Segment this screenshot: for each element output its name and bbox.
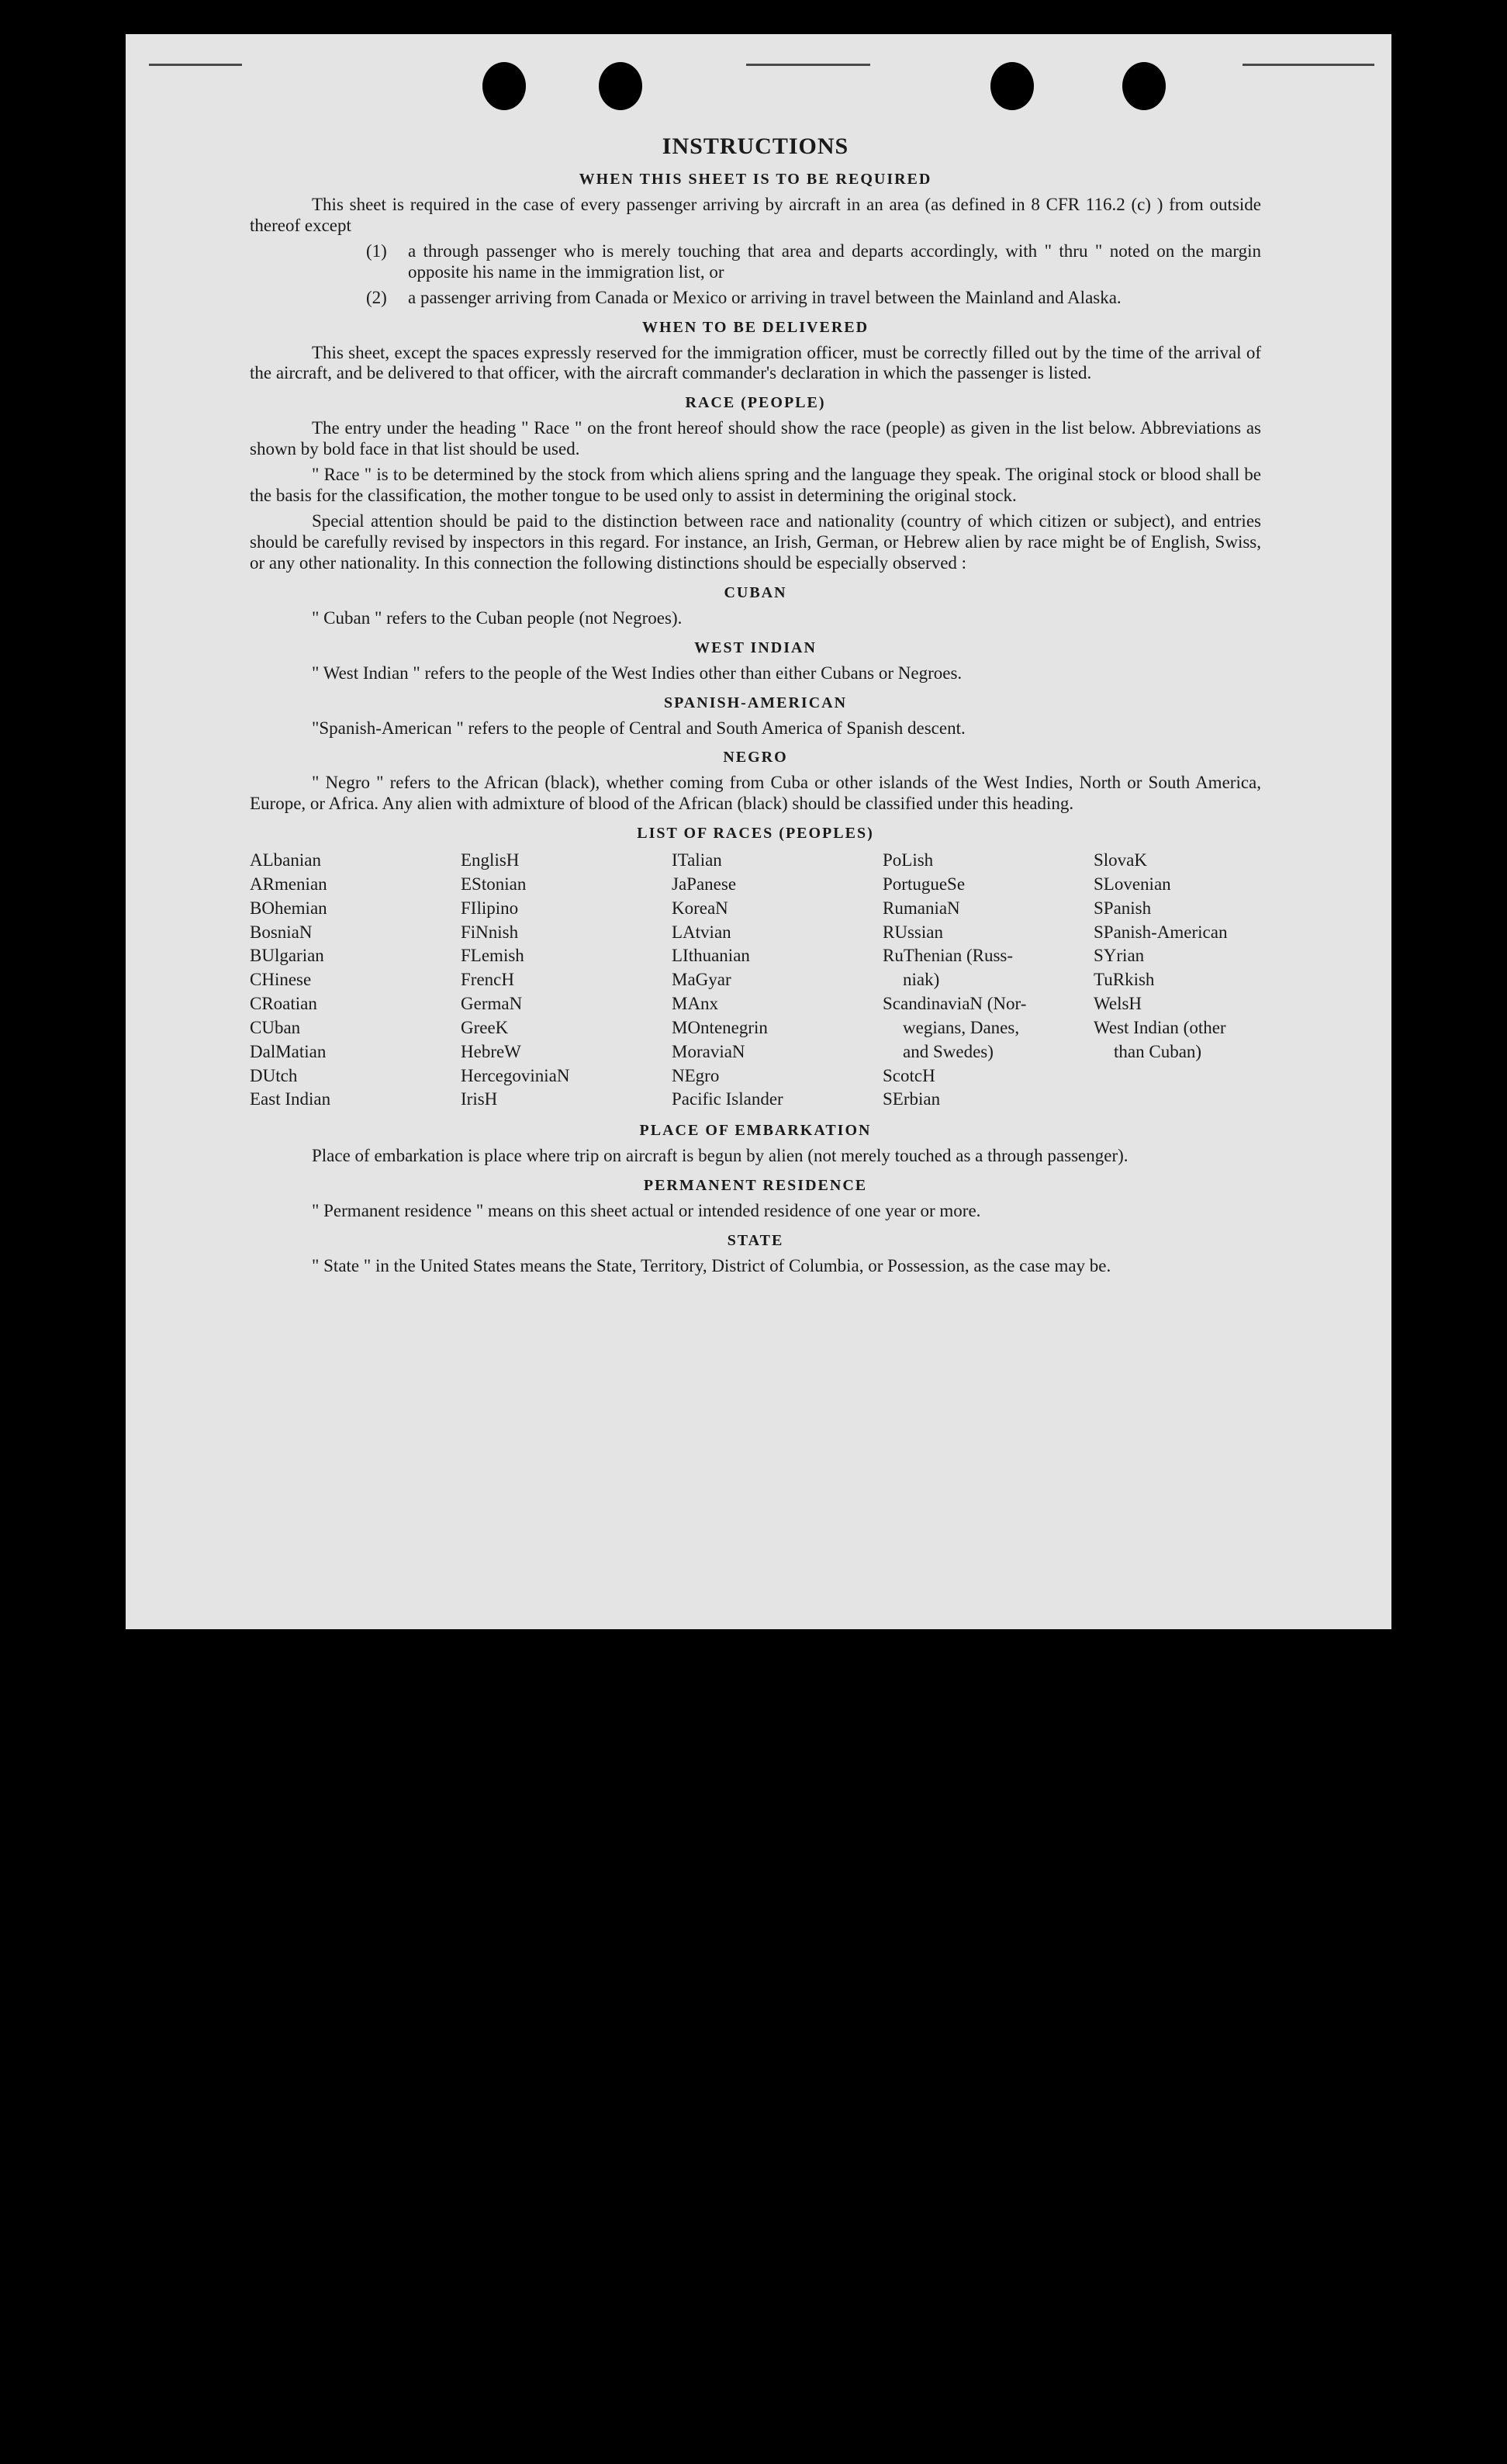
race-entry-continued: than Cuban) [1114, 1041, 1202, 1061]
race-entry: ARmenian [250, 874, 327, 895]
race-entry: EnglisH [461, 850, 520, 870]
section-heading: SPANISH-AMERICAN [663, 694, 848, 711]
exception-item [250, 241, 1261, 283]
races-column [1094, 849, 1261, 1112]
race-entry: East Indian [250, 1089, 331, 1109]
race-entry: PoLish [883, 850, 934, 870]
section-paragraph: " Negro " refers to the African (black), whether coming from Cuba or other islands of the West Indies, North or South America, Europe, or Africa. Any alien with admixture of blood of the African (black) should be classified under this heading. [250, 773, 1261, 814]
race-entry: HebreW [461, 1041, 521, 1061]
race-entry: KoreaN [672, 898, 728, 918]
race-entry: FiNnish [461, 922, 519, 942]
punch-hole-1 [482, 62, 526, 110]
races-list [250, 849, 1261, 1112]
punch-hole-4 [1122, 62, 1166, 110]
section-paragraph: " Race " is to be determined by the stock from which aliens spring and the language they speak. The original stock or blood shall be the basis for the classification, the mother tongue to be used only to assist in determining the original stock. [250, 465, 1261, 506]
document-sheet [126, 34, 1391, 1629]
race-entry: MaGyar [672, 970, 731, 990]
race-entry: FIlipino [461, 898, 519, 918]
race-entry: GermaN [461, 994, 523, 1014]
race-entry: CUban [250, 1017, 301, 1037]
race-entry: ALbanian [250, 850, 321, 870]
race-entry: DalMatian [250, 1041, 327, 1061]
section-paragraph: This sheet, except the spaces expressly reserved for the immigration officer, must be correctly filled out by the time of the arrival of the aircraft, and be delivered to that officer, with the aircraft commander's declaration in which the passenger is listed. [250, 342, 1261, 383]
race-entry: MoraviaN [672, 1041, 745, 1061]
race-entry: RumaniaN [883, 898, 960, 918]
section-paragraph: The entry under the heading " Race " on the front hereof should show the race (people) as given in the list below. Abbreviations as shown by bold face in that list should be used. [250, 418, 1261, 459]
top-edge-rule [1243, 64, 1374, 66]
top-edge-rule [149, 64, 242, 66]
section-heading: CUBAN [724, 583, 787, 601]
races-list-heading: LIST OF RACES (PEOPLES) [637, 825, 874, 843]
race-entry: WelsH [1094, 994, 1142, 1014]
races-column [672, 849, 883, 1112]
race-entry-continued: wegians, Danes, [903, 1017, 1020, 1037]
race-entry: RUssian [883, 922, 943, 942]
section-paragraph: " West Indian " refers to the people of the West Indies other than either Cubans or Negroes. [312, 663, 963, 683]
document-title: INSTRUCTIONS [662, 133, 849, 159]
section-paragraph: " State " in the United States means the State, Territory, District of Columbia, or Possession, as the case may be. [312, 1255, 1111, 1275]
race-entry: EStonian [461, 874, 527, 895]
race-entry: NEgro [672, 1065, 720, 1085]
section-paragraph: Place of embarkation is place where trip on aircraft is begun by alien (not merely touched as a through passenger). [312, 1146, 1129, 1166]
race-entry: West Indian (other [1094, 1017, 1226, 1037]
race-entry: TuRkish [1094, 970, 1155, 990]
races-column [250, 849, 461, 1112]
race-entry: SPanish [1094, 898, 1152, 918]
section-paragraph: Special attention should be paid to the distinction between race and nationality (country of which citizen or subject), and entries should be carefully revised by inspectors in this regard. For instance, an Irish, German, or Hebrew alien by race might be of English, Swiss, or any other nationality. In this connection the following distinctions should be especially observed : [250, 510, 1261, 573]
punch-hole-2 [599, 62, 642, 110]
section-heading: PLACE OF EMBARKATION [639, 1122, 872, 1140]
section-paragraph: This sheet is required in the case of every passenger arriving by aircraft in an area (as defined in 8 CFR 116.2 (c) ) from outside thereof except [250, 195, 1261, 235]
race-entry: RuThenian (Russ- [883, 946, 1014, 966]
section-heading: STATE [727, 1231, 784, 1249]
section-paragraph: "Spanish-American " refers to the people of Central and South America of Spanish descent. [312, 718, 966, 738]
race-entry: FLemish [461, 946, 524, 966]
race-entry: BUlgarian [250, 946, 324, 966]
race-entry: GreeK [461, 1017, 509, 1037]
section-heading: PERMANENT RESIDENCE [643, 1177, 868, 1195]
section-paragraph: " Cuban " refers to the Cuban people (not Negroes). [312, 607, 683, 628]
race-entry-continued: niak) [903, 970, 940, 990]
race-entry: SErbian [883, 1089, 941, 1109]
race-entry: CHinese [250, 970, 312, 990]
section-heading: NEGRO [723, 749, 788, 767]
race-entry: CRoatian [250, 994, 317, 1014]
race-entry: SYrian [1094, 946, 1145, 966]
race-entry: Pacific Islander [672, 1089, 783, 1109]
race-entry: ITalian [672, 850, 722, 870]
document-content [250, 133, 1261, 1282]
race-entry-continued: and Swedes) [903, 1041, 994, 1061]
section-paragraph: " Permanent residence " means on this sheet actual or intended residence of one year or more. [312, 1201, 981, 1221]
section-heading: RACE (PEOPLE) [685, 394, 826, 412]
race-entry: LAtvian [672, 922, 731, 942]
section-heading: WHEN THIS SHEET IS TO BE REQUIRED [579, 171, 932, 188]
exception-item [250, 288, 1261, 309]
section-heading: WEST INDIAN [694, 638, 817, 656]
section-heading: WHEN TO BE DELIVERED [641, 318, 869, 336]
race-entry: MOntenegrin [672, 1017, 768, 1037]
exception-item-number: (2) [366, 287, 387, 307]
exception-item-text: a passenger arriving from Canada or Mexico or arriving in travel between the Mainland and Alaska. [408, 287, 1122, 307]
race-entry: SPanish-American [1094, 922, 1228, 942]
race-entry: BosniaN [250, 922, 313, 942]
exception-item-number: (1) [366, 241, 387, 261]
race-entry: JaPanese [672, 874, 737, 895]
race-entry: DUtch [250, 1065, 298, 1085]
race-entry: PortugueSe [883, 874, 966, 895]
race-entry: ScandinaviaN (Nor- [883, 994, 1027, 1014]
race-entry: MAnx [672, 994, 719, 1014]
race-entry: FrencH [461, 970, 514, 990]
top-edge-rule [746, 64, 870, 66]
exception-item-text: a through passenger who is merely touching that area and departs accordingly, with " thru " noted on the margin opposite his name in the immigration list, or [408, 241, 1261, 282]
races-column [883, 849, 1094, 1112]
race-entry: ScotcH [883, 1065, 935, 1085]
race-entry: BOhemian [250, 898, 327, 918]
race-entry: LIthuanian [672, 946, 750, 966]
race-entry: SLovenian [1094, 874, 1171, 895]
race-entry: HercegoviniaN [461, 1065, 570, 1085]
punch-hole-3 [990, 62, 1034, 110]
race-entry: SlovaK [1094, 850, 1147, 870]
races-column [461, 849, 672, 1112]
race-entry: IrisH [461, 1089, 498, 1109]
